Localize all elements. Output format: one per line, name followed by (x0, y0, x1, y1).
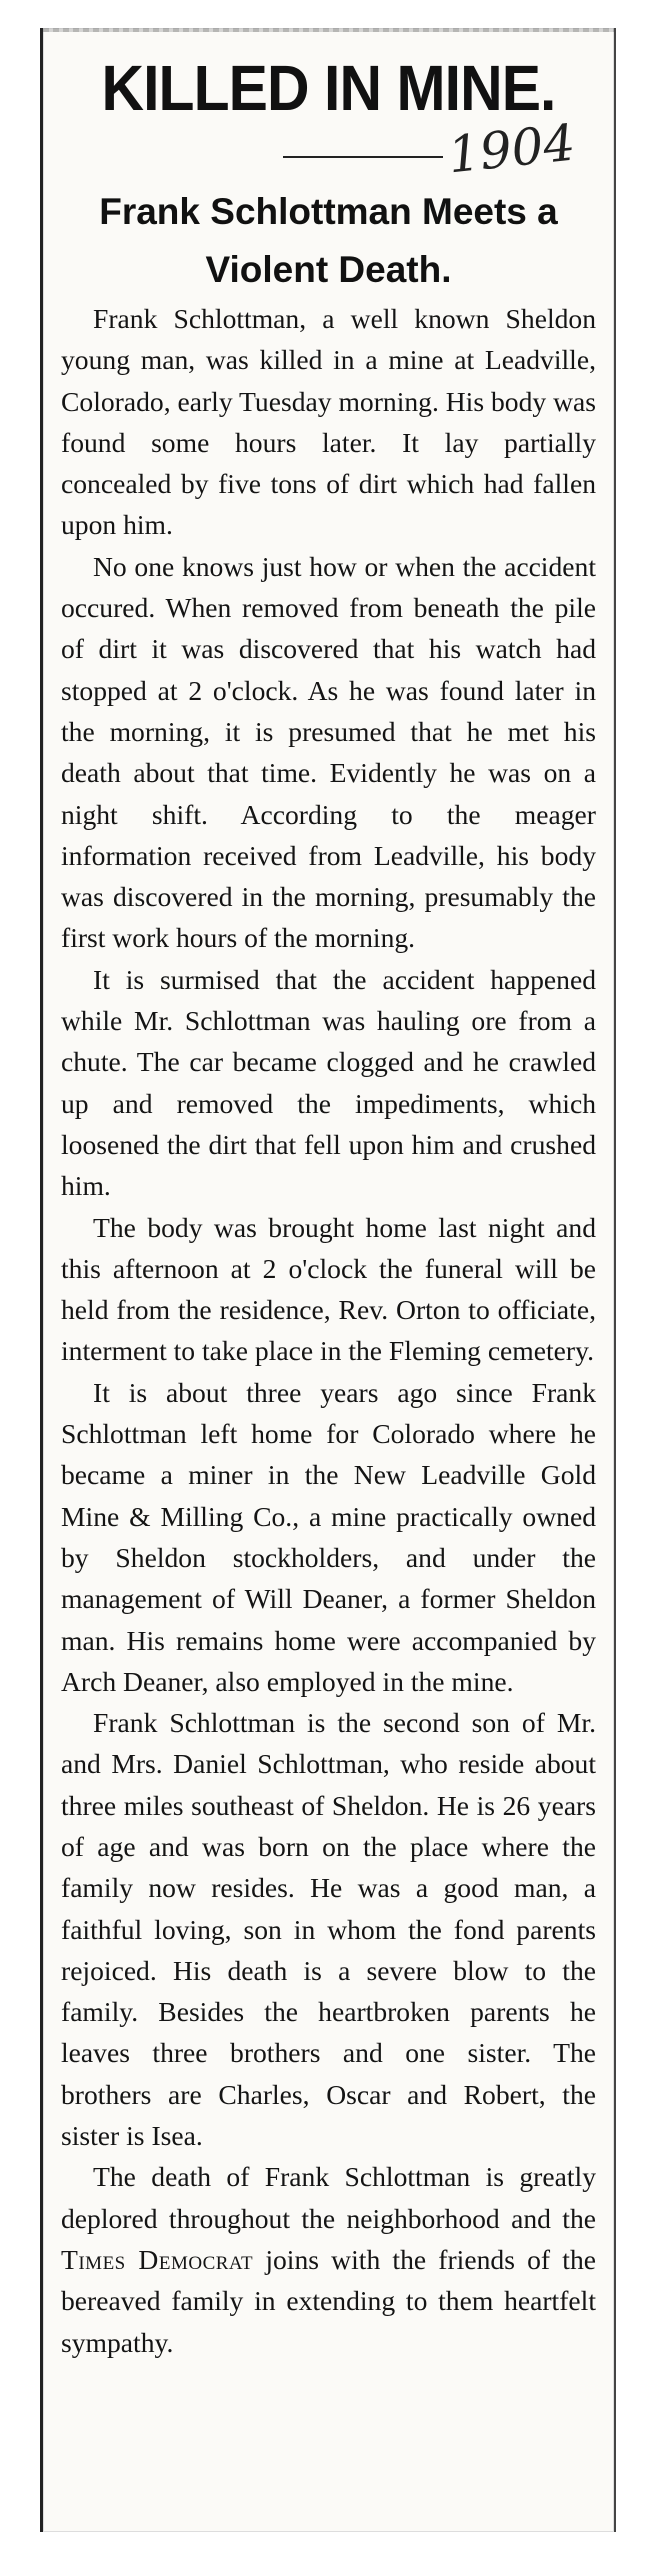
subheadline: Frank Schlottman Meets a Violent Death. (99, 191, 558, 290)
torn-top-edge (43, 28, 614, 32)
newspaper-clipping (40, 28, 616, 2532)
paragraph-6: Frank Schlottman is the second son of Mr. and Mrs. Daniel Schlottman, who reside about three miles southeast of Sheldon. He is 26 years of age and was born on the place where the family now resides. He was a good man, a faithful loving, son in whom the fond parents rejoiced. His death is a severe blow to the family. Besides the heartbroken parents he leaves three brothers and one sister. The brothers are Charles, Oscar and Robert, the sister is Isea. (61, 1707, 596, 2152)
paragraph-4: The body was brought home last night and this afternoon at 2 o'clock the funeral will be held from the residence, Rev. Orton to officiate, interment to take place in the Fleming cemetery. (61, 1211, 596, 1367)
paragraph-7 (61, 2156, 596, 2362)
paragraph-2: No one knows just how or when the accident occured. When removed from beneath the pile of dirt it was discovered that his watch had stopped at 2 o'clock. As he was found later in the morning, it is presumed that he met his death about that time. Evidently he was on a night shift. According to the meager information received from Leadville, his body was discovered in the morning, presumably the first work hours of the morning. (61, 550, 596, 954)
paragraph-7-end: joins with the friends of the bereaved family in extending to them heartfelt sympathy. (61, 2243, 596, 2358)
article-body (61, 298, 596, 2363)
paragraph-7-start: The death of Frank Schlottman is greatly deplored throughout the neighborhood and the (61, 2161, 596, 2234)
paragraph-5: It is about three years ago since Frank Schlottman left home for Colorado where he became a miner in the New Leadville Gold Mine & Milling Co., a mine practically owned by Sheldon stockholders, and under the management of Will Deaner, a former Sheldon man. His remains home were accompanied by Arch Deaner, also employed in the mine. (61, 1376, 596, 1697)
paragraph-1: Frank Schlottman, a well known Sheldon young man, was killed in a mine at Leadville, Colorado, early Tuesday morning. His body was found some hours later. It lay partially concealed by five tons of dirt which had fallen upon him. (61, 303, 596, 541)
paragraph-3: It is surmised that the accident happened while Mr. Schlottman was hauling ore from a chute. The car became clogged and he crawled up and removed the impediments, which loosened the dirt that fell upon him and crushed him. (61, 963, 596, 1202)
newspaper-name: Times Democrat (61, 2243, 254, 2275)
headline-rule (283, 156, 443, 158)
headline: KILLED IN MINE. (101, 52, 556, 124)
handwritten-year: 1904 (445, 113, 578, 185)
